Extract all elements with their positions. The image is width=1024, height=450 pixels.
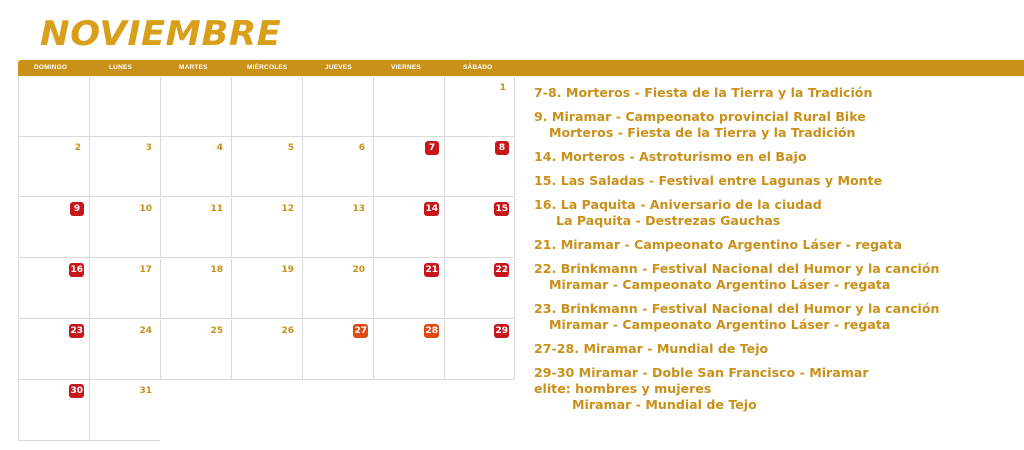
weekday-label: MARTES — [179, 64, 208, 71]
highlighted-day-number: 7 — [425, 141, 439, 155]
calendar-day-cell — [18, 320, 89, 380]
event-item — [534, 341, 1014, 357]
event-line: 14. Morteros - Astroturismo en el Bajo — [534, 149, 807, 164]
day-number: 17 — [139, 265, 152, 275]
event-line: 27-28. Miramar - Mundial de Tejo — [534, 341, 769, 356]
highlighted-day-number: 14 — [425, 204, 438, 214]
event-item — [534, 149, 1014, 165]
highlighted-day-number: 28 — [425, 326, 438, 336]
day-number: 2 — [74, 143, 81, 153]
calendar-day-cell — [18, 137, 89, 197]
month-title: NOVIEMBRE — [40, 14, 282, 54]
day-number: 25 — [210, 326, 223, 336]
calendar-day-cell — [373, 77, 444, 137]
day-number: 20 — [352, 265, 365, 275]
highlighted-day-number: 23 — [70, 326, 83, 336]
event-line: 7-8. Morteros - Fiesta de la Tierra y la Tradición — [534, 85, 873, 100]
event-line: Miramar - Campeonato Argentino Láser - regata — [549, 277, 891, 292]
calendar-day-cell — [444, 137, 515, 197]
day-number: 6 — [358, 143, 365, 153]
event-line: 21. Miramar - Campeonato Argentino Láser - regata — [534, 237, 903, 252]
calendar-day-cell — [89, 259, 160, 319]
calendar-day-cell — [444, 198, 515, 258]
highlighted-day-number: 22 — [495, 265, 508, 275]
highlighted-day-number: 9 — [70, 202, 84, 216]
calendar-day-cell — [231, 198, 302, 258]
day-number: 19 — [281, 265, 294, 275]
day-number: 11 — [210, 204, 223, 214]
calendar-day-cell — [231, 137, 302, 197]
day-number: 1 — [499, 83, 506, 93]
highlighted-day-number: 30 — [70, 386, 83, 396]
calendar-day-cell — [160, 77, 231, 137]
calendar-day-cell — [373, 198, 444, 258]
events-list — [534, 85, 1014, 421]
event-item — [534, 85, 1014, 101]
calendar-day-cell — [444, 77, 515, 137]
day-number: 26 — [281, 326, 294, 336]
day-number: 5 — [287, 143, 294, 153]
calendar-day-cell — [89, 380, 160, 441]
weekday-label: VIERNES — [391, 64, 421, 71]
highlighted-day-number: 27 — [354, 326, 367, 336]
calendar-day-cell — [89, 320, 160, 380]
calendar-day-cell — [231, 320, 302, 380]
event-item — [534, 301, 1014, 333]
calendar-day-cell — [373, 259, 444, 319]
day-number: 12 — [281, 204, 294, 214]
event-line: Miramar - Campeonato Argentino Láser - regata — [549, 317, 891, 332]
event-line: Morteros - Fiesta de la Tierra y la Tradición — [549, 125, 856, 140]
calendar-day-cell — [160, 259, 231, 319]
event-item — [534, 173, 1014, 189]
calendar-day-cell — [302, 137, 373, 197]
highlighted-day-number: 29 — [495, 326, 508, 336]
calendar-day-cell — [231, 77, 302, 137]
highlighted-day-number: 15 — [495, 204, 508, 214]
calendar-day-cell — [302, 198, 373, 258]
highlighted-day-number: 16 — [70, 265, 83, 275]
day-number: 10 — [139, 204, 152, 214]
calendar-day-cell — [89, 198, 160, 258]
event-item — [534, 197, 1014, 229]
event-line: 23. Brinkmann - Festival Nacional del Humor y la canción — [534, 301, 940, 316]
calendar-day-cell — [373, 320, 444, 380]
day-number: 24 — [139, 326, 152, 336]
event-line: 16. La Paquita - Aniversario de la ciudad — [534, 197, 822, 212]
event-item — [534, 109, 1014, 141]
day-number: 31 — [139, 386, 152, 396]
calendar-day-cell — [160, 137, 231, 197]
calendar-day-cell — [444, 320, 515, 380]
day-number: 4 — [216, 143, 223, 153]
calendar-day-cell — [18, 259, 89, 319]
weekday-label: SÁBADO — [463, 64, 493, 71]
weekday-header-bar — [18, 60, 1024, 76]
event-line: elite: hombres y mujeres — [534, 381, 712, 396]
calendar-day-cell — [444, 259, 515, 319]
calendar-day-cell — [18, 77, 89, 137]
calendar-day-cell — [231, 259, 302, 319]
calendar-day-cell — [302, 77, 373, 137]
event-item — [534, 261, 1014, 293]
event-line: 15. Las Saladas - Festival entre Lagunas y Monte — [534, 173, 883, 188]
day-number: 18 — [210, 265, 223, 275]
calendar-day-cell — [302, 320, 373, 380]
event-item — [534, 237, 1014, 253]
event-line: La Paquita - Destrezas Gauchas — [556, 213, 781, 228]
calendar-day-cell — [373, 137, 444, 197]
calendar-day-cell — [160, 320, 231, 380]
calendar-day-cell — [89, 137, 160, 197]
calendar-day-cell — [89, 77, 160, 137]
event-line: 29-30 Miramar - Doble San Francisco - Miramar — [534, 365, 869, 380]
weekday-label: DOMINGO — [34, 64, 68, 71]
highlighted-day-number: 8 — [495, 141, 509, 155]
event-item — [534, 365, 1014, 413]
calendar-day-cell — [18, 198, 89, 258]
event-line: Miramar - Mundial de Tejo — [572, 397, 757, 412]
day-number: 3 — [145, 143, 152, 153]
calendar-day-cell — [302, 259, 373, 319]
weekday-label: LUNES — [109, 64, 133, 71]
calendar-day-cell — [160, 198, 231, 258]
weekday-label: JUEVES — [325, 64, 352, 71]
event-line: 22. Brinkmann - Festival Nacional del Humor y la canción — [534, 261, 940, 276]
calendar-day-cell — [18, 380, 89, 441]
highlighted-day-number: 21 — [425, 265, 438, 275]
weekday-label: MIÉRCOLES — [247, 64, 288, 71]
day-number: 13 — [352, 204, 365, 214]
event-line: 9. Miramar - Campeonato provincial Rural Bike — [534, 109, 866, 124]
